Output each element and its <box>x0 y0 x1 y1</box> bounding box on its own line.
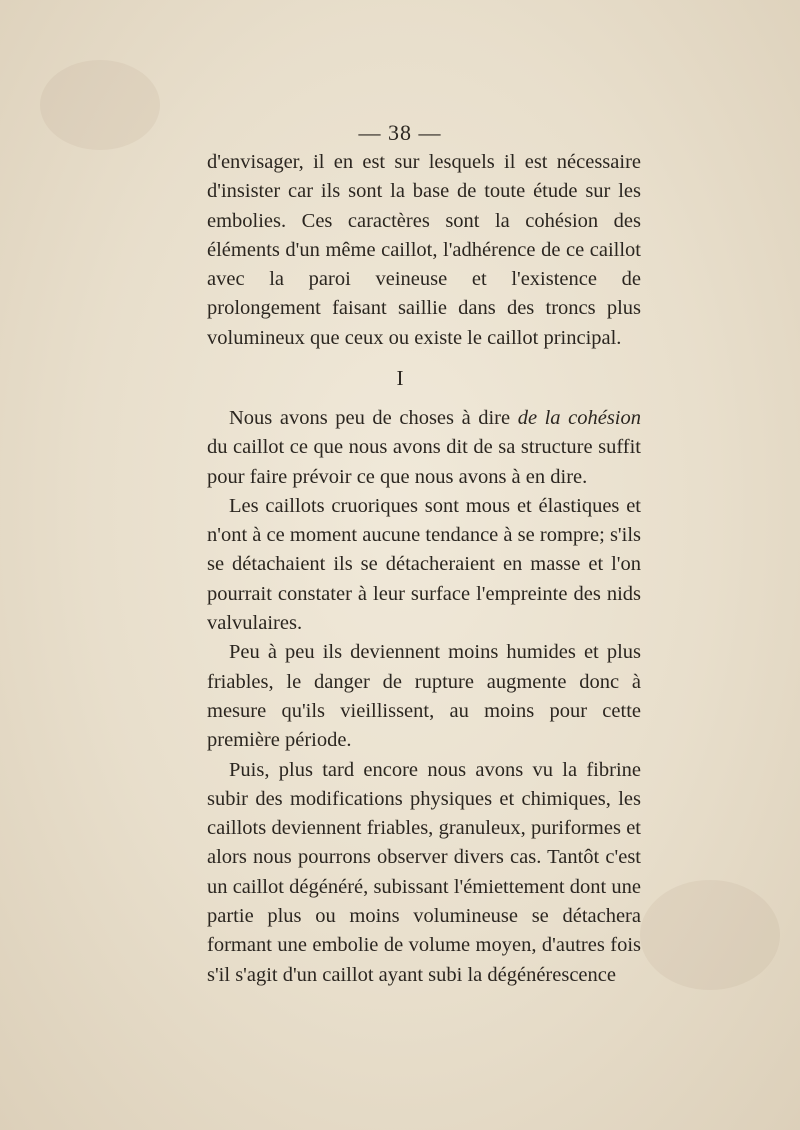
intro-paragraph-text: d'envisager, il en est sur lesquels il est nécessaire d'insister car ils sont la base de toute étude sur les embolies. Ces caractères sont la cohésion des éléments d'un même caillot, l'adhérence de ce caillot avec la paroi veineuse et l'existence de prolongement faisant saillie dans des troncs plus volumineux que ceux ou existe le caillot principal. <box>207 151 641 349</box>
section-numeral: I <box>396 366 404 390</box>
paragraph-1-end: du caillot ce que nous avons dit de sa structure suffit pour faire prévoir ce que nous avons à en dire. <box>207 436 641 488</box>
intro-paragraph <box>207 148 641 353</box>
section-body <box>207 404 641 990</box>
page-number: — 38 — <box>358 120 442 145</box>
paragraph-2: Les caillots cruoriques sont mous et élastiques et n'ont à ce moment aucune tendance à se rompre; s'ils se détachaient ils se détacheraient en masse et l'on pourrait constater à leur surface l'empreinte des nids valvulaires. <box>207 494 641 635</box>
paper-stain <box>640 880 780 990</box>
paragraph-1-start: Nous avons peu de choses à dire <box>229 407 518 429</box>
paragraph-1 <box>207 404 641 492</box>
paragraph-4: Puis, plus tard encore nous avons vu la fibrine subir des modifications physiques et chimiques, les caillots deviennent friables, granuleux, puriformes et alors nous pourrons observer divers cas. Tantôt c'est un caillot dégénéré, subissant l'émiettement dont une partie plus ou moins volumineuse se détachera formant une embolie de volume moyen, d'autres fois s'il s'agit d'un caillot ayant subi la dégénérescence <box>207 758 641 986</box>
paragraph-3: Peu à peu ils deviennent moins humides et plus friables, le danger de rupture augmente donc à mesure qu'ils vieillissent, au moins pour cette première période. <box>207 641 641 752</box>
paragraph-1-emphasis: de la cohésion <box>517 407 641 429</box>
